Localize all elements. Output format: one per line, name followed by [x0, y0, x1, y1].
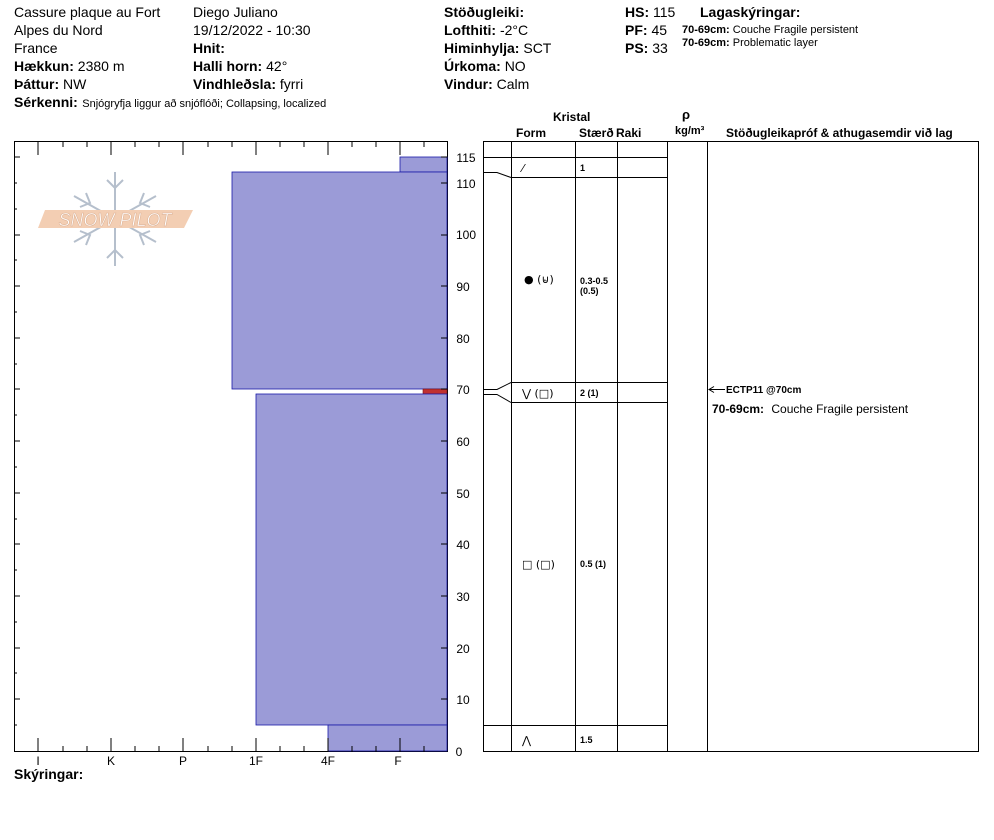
hardness-label: K [106, 754, 116, 768]
table-headers [516, 107, 953, 140]
sky-label: Himinhylja: [444, 40, 520, 56]
hardness-bar-weak-layer [423, 389, 447, 394]
hardness-axis-labels [36, 754, 401, 768]
hardness-label: I [36, 754, 40, 768]
elevation-value: 2380 m [77, 58, 125, 74]
hs-value: 115 [653, 4, 676, 20]
density-unit-header: kg/m³ [675, 125, 705, 137]
layer-note-text: Problematic layer [732, 37, 818, 49]
observation-datetime: 19/12/2022 - 10:30 [193, 22, 311, 38]
hardness-bar-layer-2 [232, 172, 447, 389]
air-temp-label: Lofthiti: [444, 22, 497, 38]
grain-size-layer-3: 2 (1) [580, 388, 599, 398]
aspect-label: Þáttur: [14, 76, 60, 92]
ps-value: 33 [652, 40, 668, 56]
coords-label: Hnit: [193, 40, 225, 56]
hardness-label: P [178, 754, 188, 768]
depth-label: 10 [456, 693, 470, 707]
depth-label: 80 [456, 332, 470, 346]
ps-label: PS: [625, 40, 649, 56]
hardness-label: F [394, 754, 402, 768]
observer-name: Diego Juliano [193, 4, 278, 20]
grain-form-layer-5: ⋀ [522, 734, 532, 747]
stability-label: Stöðugleiki: [444, 4, 525, 20]
layer-comment-range: 70-69cm: [712, 402, 765, 416]
depth-label: 40 [456, 538, 470, 552]
hardness-label: 1F [248, 754, 264, 768]
layer-notes-title: Lagaskýringar: [700, 4, 801, 20]
stability-test-result: ECTP11 @70cm [726, 385, 802, 396]
grain-size-layer-2: 0.3-0.5 [580, 276, 609, 286]
depth-label: 20 [456, 642, 470, 656]
depth-label: 110 [456, 177, 476, 191]
rho-header: ρ [682, 107, 691, 122]
pf-label: PF: [625, 22, 648, 38]
country-name: France [14, 40, 58, 56]
depth-axis-labels [456, 151, 477, 759]
stability-test-marker [709, 385, 801, 396]
features-label: Sérkenni: [14, 94, 78, 110]
layer-comment-text: Couche Fragile persistent [771, 402, 909, 416]
aspect-value: NW [63, 76, 87, 92]
depth-label: 30 [456, 590, 470, 604]
precip-value: NO [504, 58, 526, 74]
tests-header: Stöðugleikapróf & athugasemdir við lag [726, 126, 953, 140]
air-temp-value: -2°C [499, 22, 529, 38]
grain-form-layer-2: ● (⊌) [524, 273, 554, 286]
grain-form-layer-1: ⁄ [522, 162, 524, 175]
sky-value: SCT [523, 40, 552, 56]
depth-label: 50 [456, 487, 470, 501]
depth-label: 70 [456, 383, 470, 397]
features-value: Snjógryfja liggur að snjóflóði; Collapsing, localized [82, 98, 327, 110]
depth-label: 90 [456, 280, 470, 294]
stratigraphy-table [483, 141, 979, 752]
layer-forms [519, 162, 555, 747]
hardness-bar-layer-1 [400, 157, 447, 172]
snowpilot-logo [38, 172, 193, 266]
crystal-header: Kristal [553, 110, 591, 124]
legend-label: Skýringar: [14, 766, 84, 782]
layer-note-range: 70-69cm: [682, 37, 730, 49]
wind-value: Calm [496, 76, 530, 92]
hardness-bar-layer-4 [256, 394, 447, 725]
logo-text: SNOW PILOT [58, 210, 172, 230]
moisture-header: Raki [616, 126, 642, 140]
depth-label: 100 [455, 228, 477, 242]
elevation-label: Hækkun: [14, 58, 74, 74]
layer-sizes [580, 163, 608, 745]
depth-label: 0 [455, 745, 463, 759]
grain-size-layer-5: 1.5 [580, 735, 593, 745]
wind-load-value: fyrri [279, 76, 304, 92]
hardness-label: 4F [320, 754, 336, 768]
slope-value: 42° [266, 58, 288, 74]
pf-value: 45 [651, 22, 668, 38]
layer-note-text: Couche Fragile persistent [732, 24, 859, 36]
location-name: Cassure plaque au Fort [14, 4, 161, 20]
slope-label: Halli horn: [193, 58, 263, 74]
depth-label: 60 [456, 435, 470, 449]
grain-form-layer-3: ⋁ (□) [522, 387, 554, 400]
grain-size-layer-1: 1 [580, 163, 586, 173]
grain-size-layer-4: 0.5 (1) [580, 559, 607, 569]
wind-load-label: Vindhleðsla: [193, 76, 276, 92]
precip-label: Úrkoma: [444, 58, 501, 74]
grain-size-layer-2-alt: (0.5) [580, 286, 599, 296]
size-header: Stærð [579, 126, 614, 140]
layer-comment [712, 402, 909, 416]
region-name: Alpes du Nord [14, 22, 103, 38]
layer-note-range: 70-69cm: [682, 24, 730, 36]
form-header: Form [516, 126, 546, 140]
hardness-bar-layer-5 [328, 725, 447, 751]
hs-label: HS: [625, 4, 650, 20]
depth-label: 115 [456, 151, 476, 165]
grain-form-layer-4: □ (□) [522, 558, 555, 571]
wind-label: Vindur: [444, 76, 493, 92]
